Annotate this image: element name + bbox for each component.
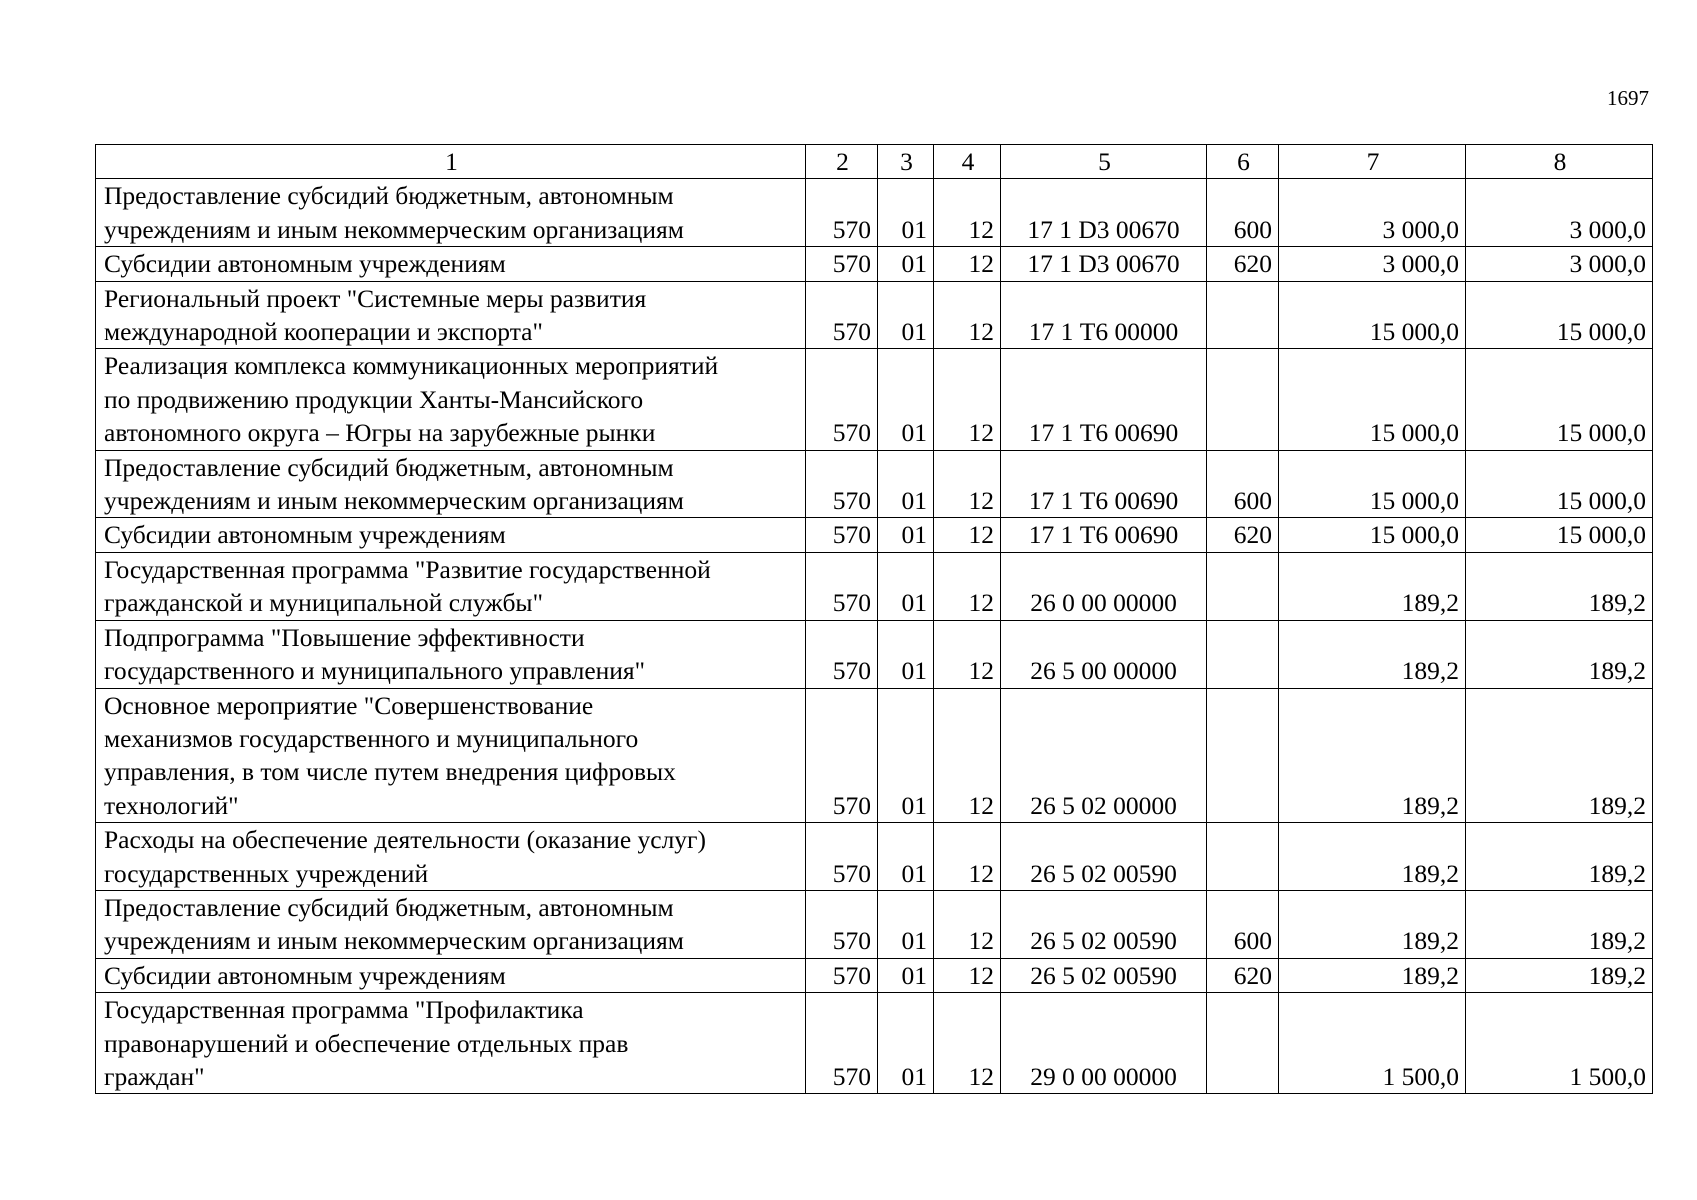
amount-col8-cell: 1 500,0 xyxy=(1466,993,1653,1094)
item-name-line: учреждениям и иным некоммерческим организациям xyxy=(104,214,684,244)
amount-col8-cell: 189,2 xyxy=(1466,823,1653,891)
amount-col8-cell: 3 000,0 xyxy=(1466,247,1653,281)
column-header: 8 xyxy=(1466,145,1653,179)
item-name-cell xyxy=(96,993,806,1094)
amount-col7-cell: 189,2 xyxy=(1279,552,1466,620)
subsection-cell: 12 xyxy=(934,620,1001,688)
expense-type-cell xyxy=(1207,281,1279,349)
section-cell: 01 xyxy=(878,281,934,349)
section-cell: 01 xyxy=(878,450,934,518)
item-name-line: Субсидии автономным учреждениям xyxy=(104,520,506,550)
table-row xyxy=(96,620,1653,688)
column-header: 5 xyxy=(1001,145,1207,179)
ministry-code-cell: 570 xyxy=(806,823,878,891)
subsection-cell: 12 xyxy=(934,281,1001,349)
table-row xyxy=(96,281,1653,349)
table-body xyxy=(96,145,1653,1094)
subsection-cell: 12 xyxy=(934,552,1001,620)
target-article-cell: 17 1 Т6 00690 xyxy=(1001,349,1207,450)
target-article-cell: 17 1 Т6 00000 xyxy=(1001,281,1207,349)
item-name-line: управления, в том числе путем внедрения цифровых xyxy=(104,757,676,787)
item-name-line: гражданской и муниципальной службы" xyxy=(104,588,543,618)
target-article-cell: 26 5 02 00000 xyxy=(1001,688,1207,823)
amount-col7-cell: 3 000,0 xyxy=(1279,247,1466,281)
column-header: 6 xyxy=(1207,145,1279,179)
table-row xyxy=(96,518,1653,552)
amount-col7-cell: 189,2 xyxy=(1279,620,1466,688)
expense-type-cell xyxy=(1207,823,1279,891)
item-name-cell xyxy=(96,688,806,823)
ministry-code-cell: 570 xyxy=(806,890,878,958)
table-header-row xyxy=(96,145,1653,179)
amount-col7-cell: 189,2 xyxy=(1279,823,1466,891)
section-cell: 01 xyxy=(878,552,934,620)
item-name-cell xyxy=(96,552,806,620)
item-name-line: Реализация комплекса коммуникационных мероприятий xyxy=(104,351,719,381)
subsection-cell: 12 xyxy=(934,958,1001,992)
expense-type-cell: 600 xyxy=(1207,179,1279,247)
expense-type-cell: 600 xyxy=(1207,450,1279,518)
amount-col7-cell: 3 000,0 xyxy=(1279,179,1466,247)
ministry-code-cell: 570 xyxy=(806,349,878,450)
item-name-cell xyxy=(96,823,806,891)
amount-col7-cell: 189,2 xyxy=(1279,958,1466,992)
table-row xyxy=(96,450,1653,518)
item-name-line: Основное мероприятие "Совершенствование xyxy=(104,690,594,720)
item-name-line: Субсидии автономным учреждениям xyxy=(104,249,506,279)
item-name-line: правонарушений и обеспечение отдельных прав xyxy=(104,1028,629,1058)
item-name-cell xyxy=(96,890,806,958)
section-cell: 01 xyxy=(878,620,934,688)
target-article-cell: 17 1 Т6 00690 xyxy=(1001,518,1207,552)
section-cell: 01 xyxy=(878,518,934,552)
section-cell: 01 xyxy=(878,179,934,247)
item-name-cell xyxy=(96,179,806,247)
item-name-line: Государственная программа "Развитие государственной xyxy=(104,554,711,584)
section-cell: 01 xyxy=(878,890,934,958)
target-article-cell: 26 5 00 00000 xyxy=(1001,620,1207,688)
item-name-line: технологий" xyxy=(104,790,239,820)
item-name-line: Региональный проект "Системные меры развития xyxy=(104,283,647,313)
column-header: 2 xyxy=(806,145,878,179)
table-row xyxy=(96,349,1653,450)
item-name-cell xyxy=(96,349,806,450)
target-article-cell: 17 1 D3 00670 xyxy=(1001,247,1207,281)
subsection-cell: 12 xyxy=(934,890,1001,958)
amount-col8-cell: 15 000,0 xyxy=(1466,349,1653,450)
item-name-line: государственных учреждений xyxy=(104,858,429,888)
section-cell: 01 xyxy=(878,823,934,891)
item-name-line: граждан" xyxy=(104,1061,205,1091)
expense-type-cell: 620 xyxy=(1207,518,1279,552)
section-cell: 01 xyxy=(878,688,934,823)
expense-type-cell xyxy=(1207,620,1279,688)
amount-col7-cell: 15 000,0 xyxy=(1279,518,1466,552)
item-name-cell xyxy=(96,620,806,688)
item-name-cell xyxy=(96,958,806,992)
ministry-code-cell: 570 xyxy=(806,620,878,688)
expense-type-cell: 620 xyxy=(1207,247,1279,281)
item-name-line: механизмов государственного и муниципального xyxy=(104,723,639,753)
item-name-line: Субсидии автономным учреждениям xyxy=(104,960,506,990)
table-row xyxy=(96,823,1653,891)
amount-col8-cell: 189,2 xyxy=(1466,688,1653,823)
subsection-cell: 12 xyxy=(934,688,1001,823)
subsection-cell: 12 xyxy=(934,349,1001,450)
section-cell: 01 xyxy=(878,993,934,1094)
table-row xyxy=(96,993,1653,1094)
section-cell: 01 xyxy=(878,349,934,450)
expense-type-cell xyxy=(1207,993,1279,1094)
item-name-cell xyxy=(96,518,806,552)
ministry-code-cell: 570 xyxy=(806,552,878,620)
ministry-code-cell: 570 xyxy=(806,993,878,1094)
amount-col8-cell: 15 000,0 xyxy=(1466,450,1653,518)
page-number: 1697 xyxy=(1607,86,1649,110)
item-name-line: по продвижению продукции Ханты-Мансийского xyxy=(104,384,644,414)
item-name-line: Предоставление субсидий бюджетным, автономным xyxy=(104,892,674,922)
column-header: 1 xyxy=(96,145,806,179)
amount-col7-cell: 15 000,0 xyxy=(1279,349,1466,450)
item-name-line: Предоставление субсидий бюджетным, автономным xyxy=(104,452,674,482)
item-name-line: Расходы на обеспечение деятельности (оказание услуг) xyxy=(104,825,707,855)
ministry-code-cell: 570 xyxy=(806,179,878,247)
subsection-cell: 12 xyxy=(934,993,1001,1094)
ministry-code-cell: 570 xyxy=(806,247,878,281)
column-header: 4 xyxy=(934,145,1001,179)
subsection-cell: 12 xyxy=(934,450,1001,518)
amount-col8-cell: 189,2 xyxy=(1466,620,1653,688)
amount-col8-cell: 15 000,0 xyxy=(1466,281,1653,349)
amount-col8-cell: 3 000,0 xyxy=(1466,179,1653,247)
ministry-code-cell: 570 xyxy=(806,688,878,823)
amount-col7-cell: 189,2 xyxy=(1279,688,1466,823)
subsection-cell: 12 xyxy=(934,247,1001,281)
item-name-cell xyxy=(96,450,806,518)
ministry-code-cell: 570 xyxy=(806,281,878,349)
column-header: 3 xyxy=(878,145,934,179)
column-header: 7 xyxy=(1279,145,1466,179)
target-article-cell: 26 5 02 00590 xyxy=(1001,890,1207,958)
item-name-cell xyxy=(96,281,806,349)
section-cell: 01 xyxy=(878,247,934,281)
table-row xyxy=(96,958,1653,992)
item-name-line: автономного округа – Югры на зарубежные рынки xyxy=(104,418,656,448)
item-name-line: Предоставление субсидий бюджетным, автономным xyxy=(104,181,674,211)
table-row xyxy=(96,890,1653,958)
target-article-cell: 26 5 02 00590 xyxy=(1001,823,1207,891)
subsection-cell: 12 xyxy=(934,823,1001,891)
expense-type-cell xyxy=(1207,552,1279,620)
expense-type-cell: 600 xyxy=(1207,890,1279,958)
section-cell: 01 xyxy=(878,958,934,992)
item-name-cell xyxy=(96,247,806,281)
amount-col7-cell: 15 000,0 xyxy=(1279,450,1466,518)
item-name-line: государственного и муниципального управления" xyxy=(104,656,646,686)
amount-col8-cell: 189,2 xyxy=(1466,958,1653,992)
ministry-code-cell: 570 xyxy=(806,958,878,992)
amount-col7-cell: 15 000,0 xyxy=(1279,281,1466,349)
subsection-cell: 12 xyxy=(934,179,1001,247)
amount-col8-cell: 189,2 xyxy=(1466,890,1653,958)
item-name-line: Государственная программа "Профилактика xyxy=(104,995,584,1025)
ministry-code-cell: 570 xyxy=(806,518,878,552)
table-row xyxy=(96,247,1653,281)
item-name-line: Подпрограмма "Повышение эффективности xyxy=(104,622,585,652)
expense-type-cell: 620 xyxy=(1207,958,1279,992)
table-row xyxy=(96,688,1653,823)
table-row xyxy=(96,552,1653,620)
item-name-line: учреждениям и иным некоммерческим организациям xyxy=(104,486,684,516)
item-name-line: учреждениям и иным некоммерческим организациям xyxy=(104,926,684,956)
amount-col8-cell: 15 000,0 xyxy=(1466,518,1653,552)
item-name-line: международной кооперации и экспорта" xyxy=(104,317,543,347)
expense-type-cell xyxy=(1207,688,1279,823)
budget-table xyxy=(95,144,1653,1094)
ministry-code-cell: 570 xyxy=(806,450,878,518)
target-article-cell: 29 0 00 00000 xyxy=(1001,993,1207,1094)
subsection-cell: 12 xyxy=(934,518,1001,552)
table-row xyxy=(96,179,1653,247)
expense-type-cell xyxy=(1207,349,1279,450)
amount-col8-cell: 189,2 xyxy=(1466,552,1653,620)
target-article-cell: 17 1 D3 00670 xyxy=(1001,179,1207,247)
amount-col7-cell: 189,2 xyxy=(1279,890,1466,958)
target-article-cell: 17 1 Т6 00690 xyxy=(1001,450,1207,518)
amount-col7-cell: 1 500,0 xyxy=(1279,993,1466,1094)
target-article-cell: 26 0 00 00000 xyxy=(1001,552,1207,620)
target-article-cell: 26 5 02 00590 xyxy=(1001,958,1207,992)
